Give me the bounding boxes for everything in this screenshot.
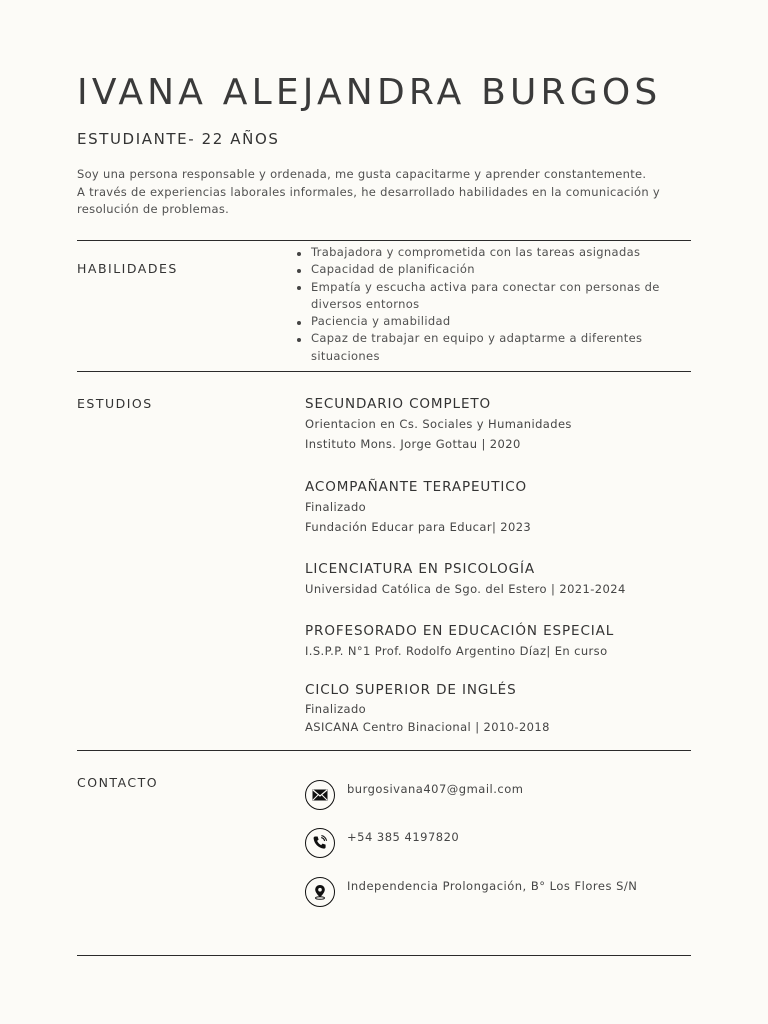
education-entry bbox=[305, 680, 550, 736]
education-title: CICLO SUPERIOR DE INGLÉS bbox=[305, 682, 517, 698]
skills-list bbox=[296, 244, 686, 365]
candidate-subtitle: ESTUDIANTE- 22 AÑOS bbox=[77, 130, 280, 148]
location-pin-icon bbox=[305, 877, 335, 907]
intro-line: resolución de problemas. bbox=[77, 202, 230, 216]
education-detail: ASICANA Centro Binacional | 2010-2018 bbox=[305, 720, 550, 734]
contact-heading: CONTACTO bbox=[77, 775, 159, 790]
contact-phone[interactable] bbox=[305, 825, 459, 857]
education-detail: Universidad Católica de Sgo. del Estero | 2021-2024 bbox=[305, 582, 626, 596]
skill-item: Capacidad de planificación bbox=[296, 261, 686, 278]
intro-line: Soy una persona responsable y ordenada, me gusta capacitarme y aprender constantemente. bbox=[77, 167, 647, 181]
intro-line: A través de experiencias laborales informales, he desarrollado habilidades en la comunicación y bbox=[77, 184, 661, 199]
intro-paragraph bbox=[77, 166, 697, 219]
contact-email[interactable] bbox=[305, 777, 523, 809]
contact-phone-text[interactable]: +54 385 4197820 bbox=[347, 830, 460, 844]
education-heading: ESTUDIOS bbox=[77, 396, 153, 411]
skill-item: Capaz de trabajar en equipo y adaptarme a diferentes situaciones bbox=[296, 330, 686, 365]
contact-address bbox=[305, 874, 637, 906]
education-title: SECUNDARIO COMPLETO bbox=[305, 396, 492, 412]
education-detail: Instituto Mons. Jorge Gottau | 2020 bbox=[305, 437, 521, 451]
contact-address-text: Independencia Prolongación, B° Los Flores S/N bbox=[347, 879, 638, 893]
section-divider bbox=[77, 371, 691, 372]
contact-email-text[interactable]: burgosivana407@gmail.com bbox=[347, 782, 524, 796]
education-entry bbox=[305, 394, 572, 454]
education-title: PROFESORADO EN EDUCACIÓN ESPECIAL bbox=[305, 623, 615, 639]
education-title: LICENCIATURA EN PSICOLOGÍA bbox=[305, 561, 536, 577]
skills-heading: HABILIDADES bbox=[77, 261, 178, 276]
education-detail: I.S.P.P. N°1 Prof. Rodolfo Argentino Díaz| En curso bbox=[305, 644, 608, 658]
education-title: ACOMPAÑANTE TERAPEUTICO bbox=[305, 479, 528, 495]
skill-item: Paciencia y amabilidad bbox=[296, 313, 686, 330]
candidate-name: IVANA ALEJANDRA BURGOS bbox=[77, 72, 662, 113]
education-entry bbox=[305, 477, 531, 537]
skill-item: Trabajadora y comprometida con las tareas asignadas bbox=[296, 244, 686, 261]
section-divider bbox=[77, 750, 691, 751]
education-detail: Finalizado bbox=[305, 500, 367, 514]
education-detail: Orientacion en Cs. Sociales y Humanidades bbox=[305, 417, 572, 431]
education-entry bbox=[305, 621, 614, 661]
section-divider bbox=[77, 240, 691, 241]
education-detail: Fundación Educar para Educar| 2023 bbox=[305, 520, 532, 534]
phone-icon bbox=[305, 828, 335, 858]
section-divider bbox=[77, 955, 691, 956]
education-detail: Finalizado bbox=[305, 702, 367, 716]
skill-item: Empatía y escucha activa para conectar con personas de diversos entornos bbox=[296, 279, 686, 314]
envelope-icon bbox=[305, 780, 335, 810]
education-entry bbox=[305, 559, 626, 599]
